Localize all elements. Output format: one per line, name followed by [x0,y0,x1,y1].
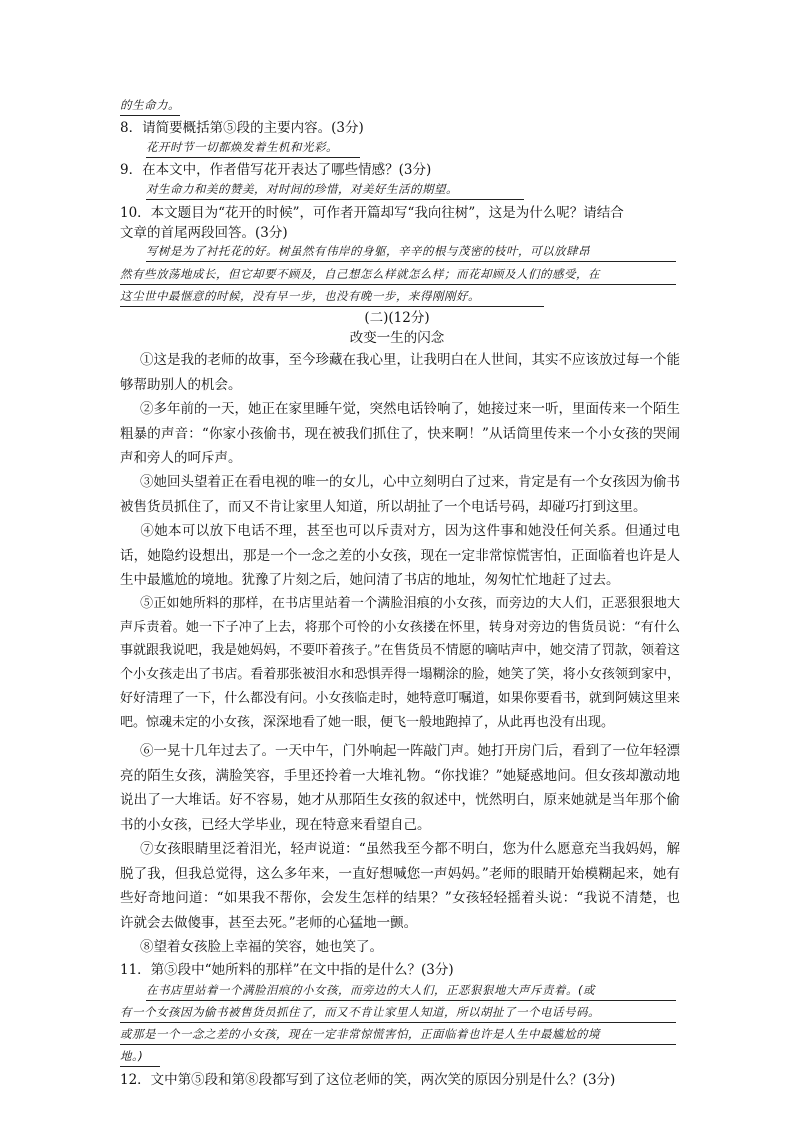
paragraph-4: ④她本可以放下电话不理，甚至也可以斥责对方，因为这件事和她没任何关系。但通过电话，她隐约设想出，那是一个一念之差的小女孩，现在一定非常惊慌害怕，正面临着也许是人生中最尴尬的境地。犹豫了片刻之后，她问清了书店的地址，匆匆忙忙地赶了过去。 [120,523,680,588]
prev-answer-tail: 的生命力。 [120,96,180,116]
question-9: 9．在本文中，作者借写花开表达了哪些情感？(3分) [120,162,432,178]
paragraph-2: ②多年前的一天，她正在家里睡午觉，突然电话铃响了，她接过来一听，里面传来一个陌生粗暴的声音：“你家小孩偷书，现在被我们抓住了，快来啊！”从话筒里传来一个小女孩的哭闹声和旁人的呵斥声。 [120,401,680,466]
answer-10-line-1: 写树是为了衬托花的好。树虽然有伟岸的身躯，辛辛的根与茂密的枝叶，可以放肆昂 [146,242,676,262]
answer-8: 花开时节一切都焕发着生机和光彩。 [146,138,360,158]
paragraph-7: ⑦女孩眼睛里泛着泪光，轻声说道：“虽然我至今都不明白，您为什么愿意充当我妈妈，解脱了我，但我总觉得，这么多年来，一直好想喊您一声妈妈。”老师的眼睛开始模糊起来，她有些好奇地问道：“如果我不帮你，会发生怎样的结果？”女孩轻轻摇着头说：“我说不清楚，也许就会去做傻事，甚至去死。”老师的心猛地一颤。 [120,841,680,931]
answer-10-line-2: 然有些放荡地成长，但它却要不顾及，自己想怎么样就怎么样；而花却顾及人们的感受，在 [120,265,676,285]
passage-title: 改变一生的闪念 [349,330,445,346]
question-10-line-2: 文章的首尾两段回答。(3分) [120,225,288,241]
paragraph-1: ①这是我的老师的故事，至今珍藏在我心里，让我明白在人世间，其实不应该放过每一个能够帮助别人的机会。 [120,352,680,393]
answer-11-line-2: 有一个女孩因为偷书被售货员抓住了，而又不肯让家里人知道，所以胡扯了一个电话号码。 [120,1003,676,1023]
paragraph-3: ③她回头望着正在看电视的唯一的女儿，心中立刻明白了过来，肯定是有一个女孩因为偷书被售货员抓住了，而又不肯让家里人知道，所以胡扯了一个电话号码，却碰巧打到这里。 [120,474,680,515]
answer-11-line-3: 或那是一个一念之差的小女孩，现在一定非常惊慌害怕，正面临着也许是人生中最尴尬的境 [120,1025,676,1045]
question-8: 8．请简要概括第⑤段的主要内容。(3分) [120,120,364,136]
answer-10-line-3: 这尘世中最惬意的时候，没有早一步，也没有晚一步，来得刚刚好。 [120,287,544,307]
section-label: (二)(12分) [364,310,430,326]
paragraph-5: ⑤正如她所料的那样，在书店里站着一个满脸泪痕的小女孩，而旁边的大人们，正恶狠狠地大声斥责着。她一下子冲了上去，将那个可怜的小女孩搂在怀里，转身对旁边的售货员说：“有什么事就跟我说吧，我是她妈妈，不要吓着孩子。”在售货员不情愿的嘀咕声中，她交清了罚款，领着这个小女孩走出了书店。看着那张被泪水和恐惧弄得一塌糊涂的脸，她笑了笑，将小女孩领到家中，好好清理了一下，什么都没有问。小女孩临走时，她特意叮嘱道，如果你要看书，就到阿姨这里来吧。惊魂未定的小女孩，深深地看了她一眼，便飞一般地跑掉了，从此再也没有出现。 [120,596,680,730]
answer-11-line-4: 地。) [120,1047,160,1067]
question-11: 11．第⑤段中“她所料的那样”在文中指的是什么？(3分) [120,962,454,978]
answer-9: 对生命力和美的赞美，对时间的珍惜，对美好生活的期望。 [146,180,524,200]
question-12: 12．文中第⑤段和第⑧段都写到了这位老师的笑，两次笑的原因分别是什么？(3分) [120,1072,616,1088]
paragraph-8: ⑧望着女孩脸上幸福的笑容，她也笑了。 [140,939,383,955]
paragraph-6: ⑥一晃十几年过去了。一天中午，门外响起一阵敲门声。她打开房门后，看到了一位年轻漂亮的陌生女孩，满脸笑容，手里还拎着一大堆礼物。“你找谁？”她疑惑地问。但女孩却激动地说出了一大堆话。好不容易，她才从那陌生女孩的叙述中，恍然明白，原来她就是当年那个偷书的小女孩，已经大学毕业，现在特意来看望自己。 [120,743,680,833]
answer-11-line-1: 在书店里站着一个满脸泪痕的小女孩，而旁边的大人们，正恶狠狠地大声斥责着。(或 [146,981,676,1001]
question-10-line-1: 10．本文题目为“花开的时候”，可作者开篇却写“我向往树”，这是为什么呢？请结合 [120,205,624,221]
